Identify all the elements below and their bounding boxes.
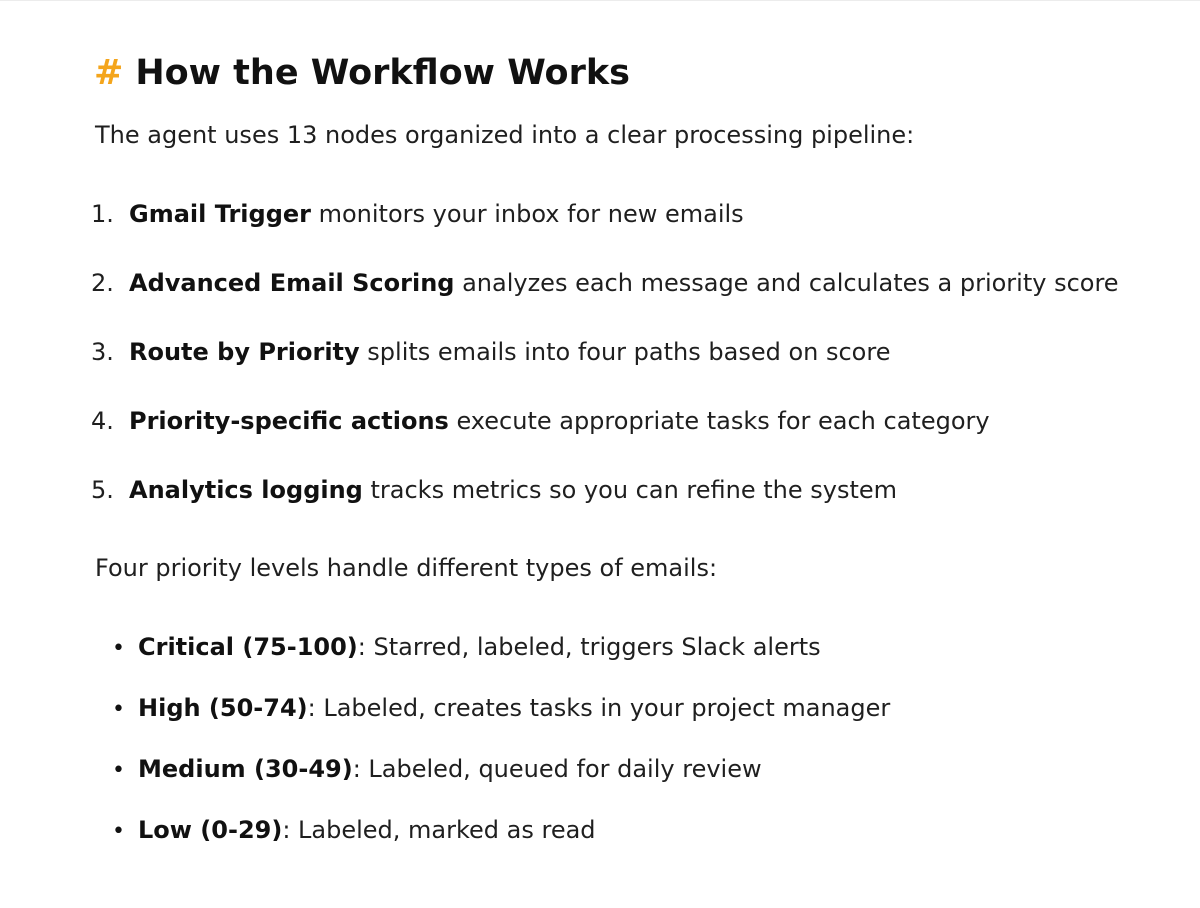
priority-levels-intro: Four priority levels handle different types of emails: [95, 554, 718, 582]
step-title: Priority-specific actions [129, 407, 449, 435]
step-description: tracks metrics so you can refine the system [362, 476, 898, 504]
top-divider [0, 0, 1200, 1]
pipeline-step [91, 404, 1119, 473]
level-content [138, 813, 596, 847]
step-title: Analytics logging [129, 476, 363, 504]
pipeline-steps-list [91, 197, 1119, 542]
step-content [129, 197, 744, 231]
priority-level-item [112, 630, 890, 691]
step-number: 1. [91, 200, 114, 228]
level-description: : Labeled, marked as read [282, 816, 596, 844]
step-number: 5. [91, 476, 114, 504]
bullet-icon: • [112, 697, 125, 722]
step-description: monitors your inbox for new emails [310, 200, 744, 228]
step-content [129, 266, 1119, 300]
step-title: Route by Priority [129, 338, 360, 366]
priority-level-item [112, 813, 890, 874]
level-title: High (50-74) [138, 694, 308, 722]
priority-level-item [112, 691, 890, 752]
level-description: : Labeled, queued for daily review [352, 755, 762, 783]
level-title: Medium (30-49) [138, 755, 353, 783]
bullet-icon: • [112, 636, 125, 661]
step-number: 4. [91, 407, 114, 435]
pipeline-step [91, 335, 1119, 404]
level-content [138, 691, 890, 725]
level-description: : Labeled, creates tasks in your project manager [307, 694, 891, 722]
bullet-icon: • [112, 758, 125, 783]
priority-level-item [112, 752, 890, 813]
heading-hash-mark: # [94, 53, 124, 93]
level-title: Critical (75-100) [138, 633, 358, 661]
pipeline-step [91, 266, 1119, 335]
level-content [138, 752, 762, 786]
intro-paragraph: The agent uses 13 nodes organized into a clear processing pipeline: [95, 121, 915, 149]
heading-text: How the Workflow Works [135, 53, 630, 93]
step-content [129, 335, 890, 369]
page-title [94, 50, 630, 96]
step-number: 3. [91, 338, 114, 366]
level-title: Low (0-29) [138, 816, 283, 844]
pipeline-step [91, 197, 1119, 266]
pipeline-step [91, 473, 1119, 542]
step-title: Advanced Email Scoring [129, 269, 455, 297]
level-content [138, 630, 821, 664]
step-description: splits emails into four paths based on score [359, 338, 891, 366]
step-description: execute appropriate tasks for each category [448, 407, 990, 435]
step-title: Gmail Trigger [129, 200, 311, 228]
step-number: 2. [91, 269, 114, 297]
step-content [129, 473, 897, 507]
step-description: analyzes each message and calculates a priority score [454, 269, 1119, 297]
priority-levels-list [112, 630, 890, 874]
bullet-icon: • [112, 819, 125, 844]
step-content [129, 404, 990, 438]
level-description: : Starred, labeled, triggers Slack alerts [357, 633, 821, 661]
